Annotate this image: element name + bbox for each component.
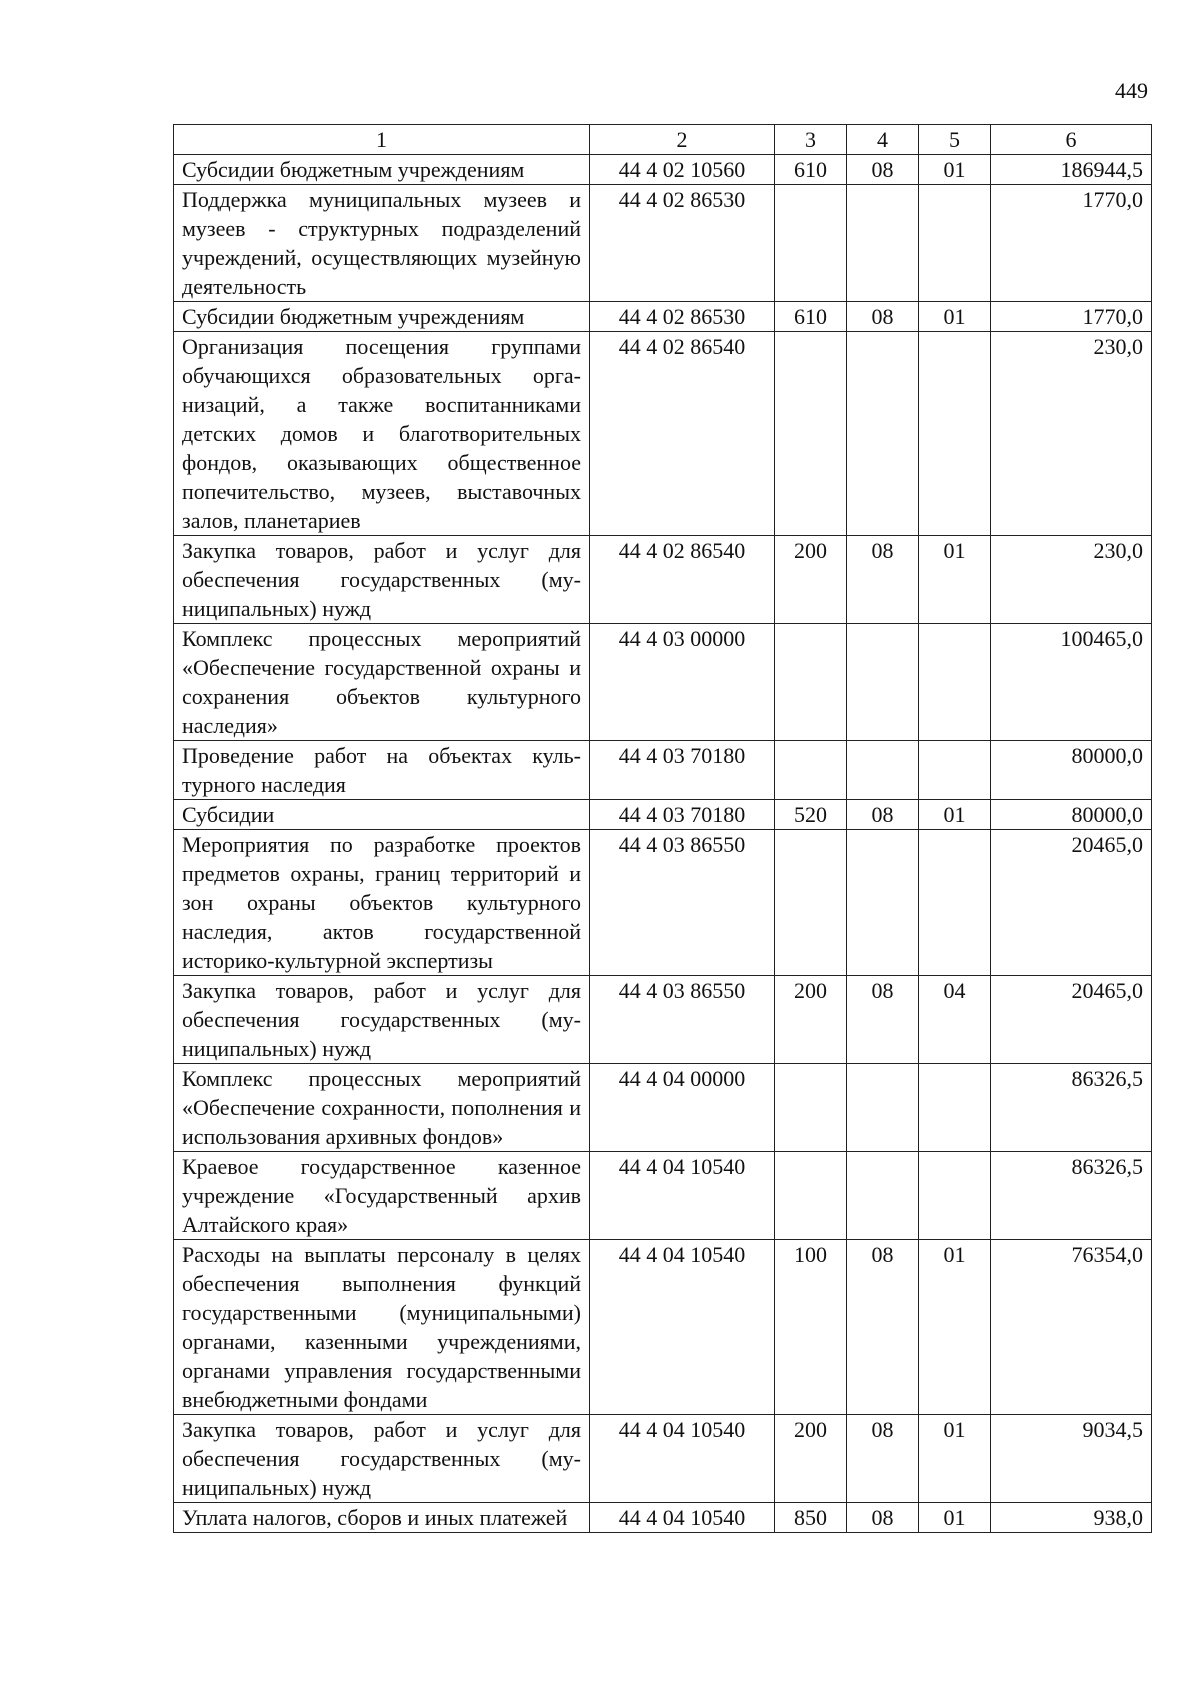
header-cell-4: 4 bbox=[847, 125, 919, 155]
table-row bbox=[174, 185, 1152, 302]
table-row bbox=[174, 741, 1152, 800]
row-sum: 86326,5 bbox=[991, 1064, 1152, 1152]
row-sum: 230,0 bbox=[991, 536, 1152, 624]
row-name: Закупка товаров, работ и услуг для обеспечения государственных (муниципальных) нужд bbox=[174, 1415, 590, 1503]
row-rz: 08 bbox=[847, 155, 919, 185]
table-row bbox=[174, 1064, 1152, 1152]
header-cell-5: 5 bbox=[919, 125, 991, 155]
row-pr: 01 bbox=[919, 1503, 991, 1533]
row-name: Проведение работ на объектах культурного наследия bbox=[174, 741, 590, 800]
row-name: Субсидии бюджетным учреждениям bbox=[174, 155, 590, 185]
row-sum: 86326,5 bbox=[991, 1152, 1152, 1240]
row-sum: 20465,0 bbox=[991, 830, 1152, 976]
row-pr bbox=[919, 624, 991, 741]
row-rz: 08 bbox=[847, 976, 919, 1064]
row-code: 44 4 02 86540 bbox=[590, 332, 775, 536]
row-sum: 80000,0 bbox=[991, 741, 1152, 800]
row-name: Организация посещения группами обучающихся образовательных организаций, а также воспитанниками детских домов и благотворительных фондов, оказывающих общественное попечительство, музеев, выставочных залов, планетариев bbox=[174, 332, 590, 536]
row-sum: 20465,0 bbox=[991, 976, 1152, 1064]
row-code: 44 4 02 86540 bbox=[590, 536, 775, 624]
table-row bbox=[174, 1415, 1152, 1503]
row-vr: 610 bbox=[775, 302, 847, 332]
row-sum: 80000,0 bbox=[991, 800, 1152, 830]
row-name: Краевое государственное казенное учреждение «Государственный архив Алтайского края» bbox=[174, 1152, 590, 1240]
row-pr: 01 bbox=[919, 302, 991, 332]
header-row bbox=[174, 125, 1152, 155]
row-pr: 01 bbox=[919, 536, 991, 624]
row-vr: 610 bbox=[775, 155, 847, 185]
row-vr: 200 bbox=[775, 1415, 847, 1503]
row-sum: 230,0 bbox=[991, 332, 1152, 536]
row-pr: 01 bbox=[919, 800, 991, 830]
row-vr: 850 bbox=[775, 1503, 847, 1533]
row-name: Закупка товаров, работ и услуг для обеспечения государственных (муниципальных) нужд bbox=[174, 536, 590, 624]
row-pr bbox=[919, 332, 991, 536]
row-code: 44 4 03 70180 bbox=[590, 800, 775, 830]
row-pr: 04 bbox=[919, 976, 991, 1064]
row-code: 44 4 03 86550 bbox=[590, 830, 775, 976]
header-cell-1: 1 bbox=[174, 125, 590, 155]
budget-table bbox=[173, 124, 1152, 1533]
row-vr bbox=[775, 332, 847, 536]
row-vr bbox=[775, 741, 847, 800]
row-code: 44 4 02 86530 bbox=[590, 185, 775, 302]
row-sum: 9034,5 bbox=[991, 1415, 1152, 1503]
row-pr bbox=[919, 185, 991, 302]
table-row bbox=[174, 536, 1152, 624]
row-sum: 1770,0 bbox=[991, 185, 1152, 302]
row-code: 44 4 04 10540 bbox=[590, 1240, 775, 1415]
row-sum: 938,0 bbox=[991, 1503, 1152, 1533]
row-name: Расходы на выплаты персоналу в целях обеспечения выполнения функций государственными (муниципальными) органами, казенными учреждениями, органами управления государственными внебюджетными фондами bbox=[174, 1240, 590, 1415]
row-pr bbox=[919, 1064, 991, 1152]
row-name: Поддержка муниципальных музеев и музеев - структурных подразделений учреждений, осуществляющих музейную деятельность bbox=[174, 185, 590, 302]
table-row bbox=[174, 1152, 1152, 1240]
row-rz: 08 bbox=[847, 1415, 919, 1503]
table-row bbox=[174, 624, 1152, 741]
row-rz: 08 bbox=[847, 800, 919, 830]
row-pr: 01 bbox=[919, 155, 991, 185]
row-pr bbox=[919, 1152, 991, 1240]
row-sum: 1770,0 bbox=[991, 302, 1152, 332]
row-rz: 08 bbox=[847, 1240, 919, 1415]
header-cell-3: 3 bbox=[775, 125, 847, 155]
row-vr bbox=[775, 830, 847, 976]
page-number: 449 bbox=[1115, 78, 1148, 103]
row-vr bbox=[775, 1064, 847, 1152]
row-code: 44 4 04 10540 bbox=[590, 1503, 775, 1533]
row-rz bbox=[847, 332, 919, 536]
row-name: Мероприятия по разработке проектов предметов охраны, границ территорий и зон охраны объектов культурного наследия, актов государственной историко-культурной экспертизы bbox=[174, 830, 590, 976]
header-cell-6: 6 bbox=[991, 125, 1152, 155]
header-cell-2: 2 bbox=[590, 125, 775, 155]
row-name: Комплекс процессных мероприятий «Обеспечение сохранности, пополнения и использования архивных фондов» bbox=[174, 1064, 590, 1152]
row-name: Комплекс процессных мероприятий «Обеспечение государственной охраны и сохранения объектов культурного наследия» bbox=[174, 624, 590, 741]
row-rz bbox=[847, 741, 919, 800]
row-rz: 08 bbox=[847, 1503, 919, 1533]
row-rz bbox=[847, 1152, 919, 1240]
row-sum: 76354,0 bbox=[991, 1240, 1152, 1415]
row-pr bbox=[919, 830, 991, 976]
table-row bbox=[174, 302, 1152, 332]
table-row bbox=[174, 830, 1152, 976]
row-rz bbox=[847, 185, 919, 302]
row-code: 44 4 02 86530 bbox=[590, 302, 775, 332]
row-vr: 200 bbox=[775, 536, 847, 624]
row-rz bbox=[847, 624, 919, 741]
row-name: Субсидии bbox=[174, 800, 590, 830]
row-rz: 08 bbox=[847, 536, 919, 624]
row-code: 44 4 04 00000 bbox=[590, 1064, 775, 1152]
table-row bbox=[174, 800, 1152, 830]
row-code: 44 4 02 10560 bbox=[590, 155, 775, 185]
row-code: 44 4 03 86550 bbox=[590, 976, 775, 1064]
row-code: 44 4 04 10540 bbox=[590, 1415, 775, 1503]
table-row bbox=[174, 976, 1152, 1064]
row-rz: 08 bbox=[847, 302, 919, 332]
row-vr bbox=[775, 1152, 847, 1240]
row-sum: 100465,0 bbox=[991, 624, 1152, 741]
table-row bbox=[174, 1503, 1152, 1533]
row-vr: 520 bbox=[775, 800, 847, 830]
row-vr: 100 bbox=[775, 1240, 847, 1415]
row-pr: 01 bbox=[919, 1240, 991, 1415]
row-name: Закупка товаров, работ и услуг для обеспечения государственных (муниципальных) нужд bbox=[174, 976, 590, 1064]
row-code: 44 4 04 10540 bbox=[590, 1152, 775, 1240]
row-name: Субсидии бюджетным учреждениям bbox=[174, 302, 590, 332]
row-code: 44 4 03 00000 bbox=[590, 624, 775, 741]
table-row bbox=[174, 332, 1152, 536]
row-rz bbox=[847, 830, 919, 976]
table-row bbox=[174, 1240, 1152, 1415]
row-code: 44 4 03 70180 bbox=[590, 741, 775, 800]
row-rz bbox=[847, 1064, 919, 1152]
row-pr bbox=[919, 741, 991, 800]
table-row bbox=[174, 155, 1152, 185]
row-pr: 01 bbox=[919, 1415, 991, 1503]
row-vr: 200 bbox=[775, 976, 847, 1064]
row-name: Уплата налогов, сборов и иных платежей bbox=[174, 1503, 590, 1533]
row-sum: 186944,5 bbox=[991, 155, 1152, 185]
row-vr bbox=[775, 185, 847, 302]
row-vr bbox=[775, 624, 847, 741]
